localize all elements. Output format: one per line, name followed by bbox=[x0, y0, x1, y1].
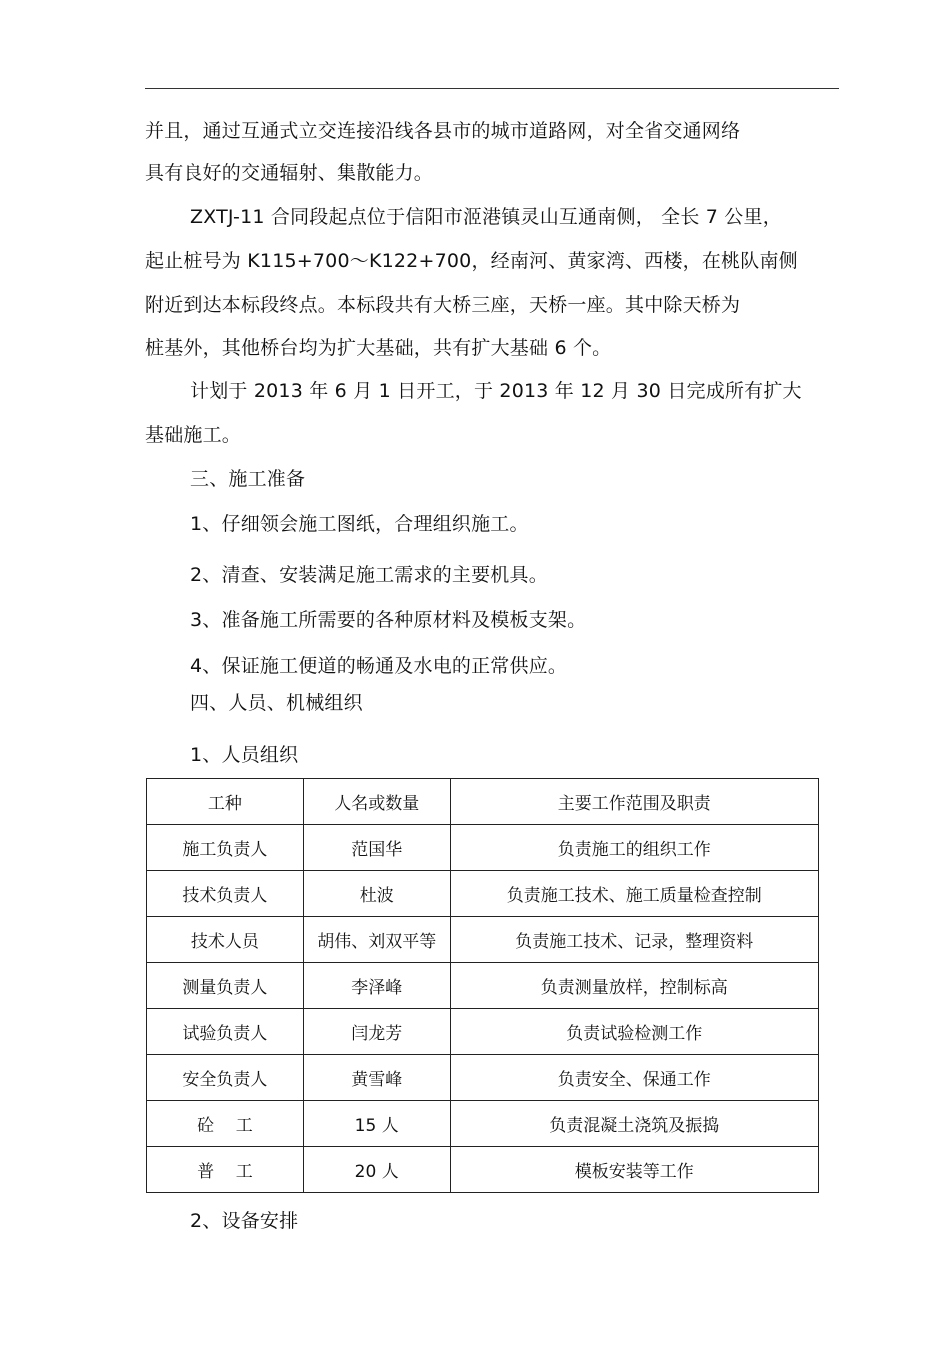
table-row bbox=[147, 1101, 819, 1147]
cell-name-or-count: 15 人 bbox=[303, 1101, 450, 1147]
cell-name-or-count: 20 人 bbox=[303, 1147, 450, 1193]
staff-table bbox=[146, 778, 819, 1193]
paragraph-3-line-2: 基础施工。 bbox=[145, 424, 242, 446]
table-row bbox=[147, 917, 819, 963]
cell-name-or-count: 黄雪峰 bbox=[303, 1055, 450, 1101]
cell-name-or-count: 杜波 bbox=[303, 871, 450, 917]
paragraph-1-line-2: 具有良好的交通辐射、集散能力。 bbox=[145, 162, 434, 184]
paragraph-3-line-1: 计划于 2013 年 6 月 1 日开工，于 2013 年 12 月 30 日完成所有扩大 bbox=[190, 380, 802, 402]
cell-responsibilities: 负责施工的组织工作 bbox=[450, 825, 818, 871]
paragraph-2-line-1: ZXTJ-11 合同段起点位于信阳市洍港镇灵山互通南侧， 全长 7 公里， bbox=[190, 206, 782, 228]
table-header-row bbox=[147, 779, 819, 825]
table-row bbox=[147, 1055, 819, 1101]
cell-responsibilities: 负责测量放样，控制标高 bbox=[450, 963, 818, 1009]
table-row bbox=[147, 1147, 819, 1193]
paragraph-2-line-2: 起止桩号为 K115+700～K122+700，经南河、黄家湾、西楼，在桃队南侧 bbox=[145, 250, 798, 272]
cell-job-type: 试验负责人 bbox=[147, 1009, 304, 1055]
section-3-item-1: 1、仔细领会施工图纸，合理组织施工。 bbox=[190, 513, 529, 535]
cell-name-or-count: 胡伟、刘双平等 bbox=[303, 917, 450, 963]
cell-name-or-count: 闫龙芳 bbox=[303, 1009, 450, 1055]
table-row bbox=[147, 871, 819, 917]
cell-responsibilities: 负责安全、保通工作 bbox=[450, 1055, 818, 1101]
section-4-heading: 四、人员、机械组织 bbox=[190, 692, 363, 714]
cell-responsibilities: 负责施工技术、记录，整理资料 bbox=[450, 917, 818, 963]
cell-name-or-count: 范国华 bbox=[303, 825, 450, 871]
column-header-job-type: 工种 bbox=[147, 779, 304, 825]
header-rule bbox=[145, 88, 839, 89]
paragraph-2-line-4: 桩基外，其他桥台均为扩大基础，共有扩大基础 6 个。 bbox=[145, 337, 612, 359]
cell-responsibilities: 负责混凝土浇筑及振捣 bbox=[450, 1101, 818, 1147]
cell-responsibilities: 负责试验检测工作 bbox=[450, 1009, 818, 1055]
cell-job-type: 砼 工 bbox=[147, 1101, 304, 1147]
cell-job-type: 技术人员 bbox=[147, 917, 304, 963]
section-3-item-2: 2、清查、安装满足施工需求的主要机具。 bbox=[190, 564, 548, 586]
cell-responsibilities: 模板安装等工作 bbox=[450, 1147, 818, 1193]
table-row bbox=[147, 963, 819, 1009]
section-3-item-4: 4、保证施工便道的畅通及水电的正常供应。 bbox=[190, 655, 568, 677]
section-3-item-3: 3、准备施工所需要的各种原材料及模板支架。 bbox=[190, 609, 587, 631]
cell-responsibilities: 负责施工技术、施工质量检查控制 bbox=[450, 871, 818, 917]
column-header-name-or-count: 人名或数量 bbox=[303, 779, 450, 825]
section-3-heading: 三、施工准备 bbox=[190, 468, 306, 490]
paragraph-2-line-3: 附近到达本标段终点。本标段共有大桥三座，天桥一座。其中除天桥为 bbox=[145, 294, 741, 316]
paragraph-1-line-1: 并且，通过互通式立交连接沿线各县市的城市道路网，对全省交通网络 bbox=[145, 120, 741, 142]
table-row bbox=[147, 825, 819, 871]
cell-job-type: 技术负责人 bbox=[147, 871, 304, 917]
table-row bbox=[147, 1009, 819, 1055]
cell-job-type: 施工负责人 bbox=[147, 825, 304, 871]
cell-job-type: 普 工 bbox=[147, 1147, 304, 1193]
column-header-responsibilities: 主要工作范围及职责 bbox=[450, 779, 818, 825]
cell-job-type: 安全负责人 bbox=[147, 1055, 304, 1101]
subsection-equipment-arrangement: 2、设备安排 bbox=[190, 1210, 299, 1232]
cell-name-or-count: 李泽峰 bbox=[303, 963, 450, 1009]
subsection-staff-organization: 1、人员组织 bbox=[190, 744, 299, 766]
cell-job-type: 测量负责人 bbox=[147, 963, 304, 1009]
